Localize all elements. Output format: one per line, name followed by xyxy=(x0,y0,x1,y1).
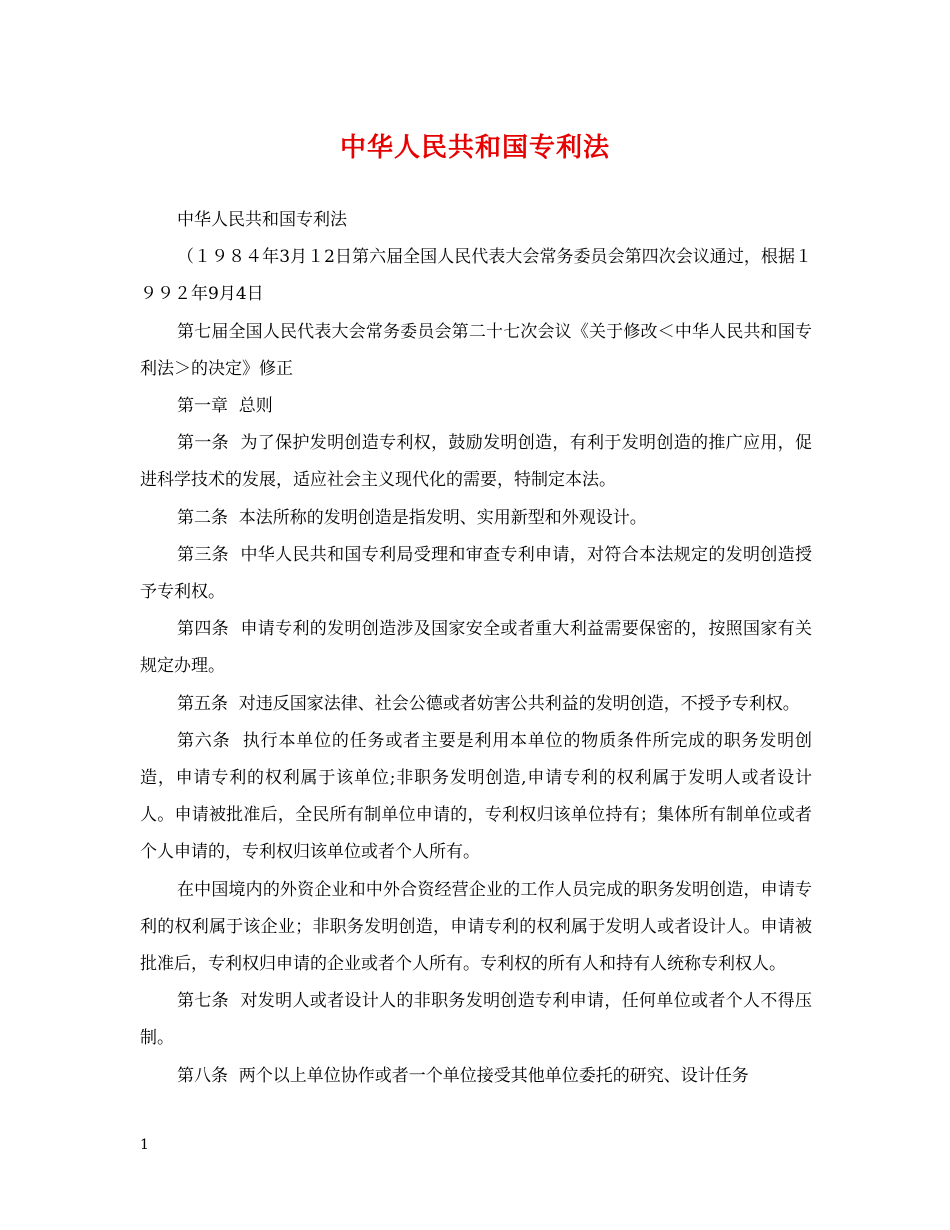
page-number: 1 xyxy=(140,1137,149,1153)
article-8: 第八条 两个以上单位协作或者一个单位接受其他单位委托的研究、设计任务 xyxy=(177,1065,749,1086)
article-1: 第一条 为了保护发明创造专利权，鼓励发明创造，有利于发明创造的推广应用，促进科学技术的发展，适应社会主义现代化的需要，特制定本法。 xyxy=(140,433,812,491)
article-6-continued: 在中国境内的外资企业和中外合资经营企业的工作人员完成的职务发明创造，申请专利的权利属于该企业；非职务发明创造，申请专利的权利属于发明人或者设计人。申请被批准后，专利权归申请的企业或者个人所有。专利权的所有人和持有人统称专利权人。 xyxy=(140,879,812,975)
paragraph-adoption-note: （１９８４年3月１2日第六届全国人民代表大会常务委员会第四次会议通过，根据１９９２年9月4日 xyxy=(140,247,812,305)
chapter-heading: 第一章 总则 xyxy=(177,396,273,417)
article-3: 第三条 中华人民共和国专利局受理和审查专利申请，对符合本法规定的发明创造授予专利权。 xyxy=(140,544,812,603)
article-4: 第四条 申请专利的发明创造涉及国家安全或者重大利益需要保密的，按照国家有关规定办理。 xyxy=(140,619,812,677)
article-2: 第二条 本法所称的发明创造是指发明、实用新型和外观设计。 xyxy=(177,507,647,528)
paragraph-amendment-note: 第七届全国人民代表大会常务委员会第二十七次会议《关于修改＜中华人民共和国专利法＞的决定》修正 xyxy=(140,321,812,379)
article-7: 第七条 对发明人或者设计人的非职务发明创造专利申请，任何单位或者个人不得压制。 xyxy=(140,991,812,1049)
document-title: 中华人民共和国专利法 xyxy=(339,133,610,163)
article-5: 第五条 对违反国家法律、社会公德或者妨害公共利益的发明创造，不授予专利权。 xyxy=(177,693,800,714)
document-body xyxy=(140,202,812,1095)
article-6: 第六条 执行本单位的任务或者主要是利用本单位的物质条件所完成的职务发明创造，申请专利的权利属于该单位;非职务发明创造,申请专利的权利属于发明人或者设计人。申请被批准后，全民所有制单位申请的，专利权归该单位持有；集体所有制单位或者个人申请的，专利权归该单位或者个人所有。 xyxy=(140,730,812,863)
paragraph-heading: 中华人民共和国专利法 xyxy=(177,210,347,230)
